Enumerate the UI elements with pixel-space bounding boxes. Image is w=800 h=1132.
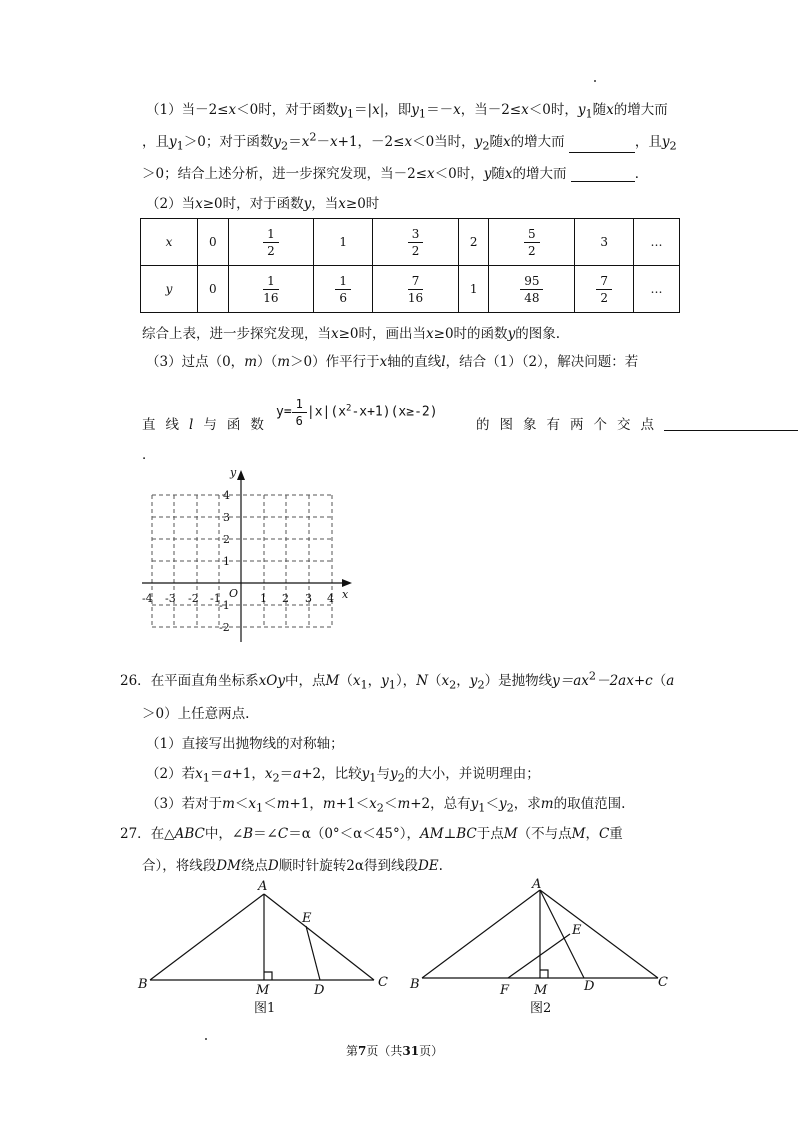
point-label-m: M [256,983,270,998]
table-cell [373,266,459,313]
table-cell [575,266,634,313]
y-axis-label: y [230,466,237,479]
table-cell [228,219,314,266]
table-cell [314,266,373,313]
point-label-b: B [410,977,420,992]
page-total: 31 [402,1044,420,1058]
table-cell: 0 [198,266,229,313]
x-tick-label: -2 [188,592,199,605]
part2-line: （2）当x≥0时，对于函数y，当x≥0时 [146,196,380,212]
table-cell: 2 [458,219,489,266]
function-formula: y= $\frac{1}{6}$ $|x|(x^2-x+1)(x\ge-2)$ [276,397,438,428]
table-cell: … [634,266,680,313]
fraction: $\frac{1}{16}$ [263,273,279,305]
y-tick-label: 1 [223,555,230,568]
fraction: $\frac{1}{2}$ [263,226,279,259]
table-cell [489,219,575,266]
fraction: $\frac{7}{2}$ [596,273,612,306]
y-axis-arrow-icon [237,470,245,480]
segment-ab [150,894,264,980]
x-axis-label: x [342,588,349,601]
point-label-a: A [532,877,542,892]
part1-line3: ＞0；结合上述分析，进一步探究发现，当－2≤x＜0时，y随x的增大而 ． [142,166,649,182]
figure-1-caption: 图1 [254,1001,276,1016]
table-header-y: y [141,266,198,313]
segment-fe [508,934,570,978]
answer-blank-1[interactable] [569,152,635,153]
segment-ac [540,890,658,978]
x-tick-label: 4 [327,592,334,605]
fraction: $\frac{5}{2}$ [524,226,540,259]
question-number: 27． [120,826,151,842]
right-angle-mark [264,972,272,980]
figure-2 [404,876,684,1016]
after-table-line: 综合上表，进一步探究发现，当x≥0时，画出当x≥0时的函数y的图象. [142,326,560,342]
table-header-x: x [141,219,198,266]
table-cell: 1 [458,266,489,313]
point-label-f: F [500,983,510,998]
answer-blank-3[interactable] [664,412,798,431]
segment-ac [264,894,374,980]
x-tick-label: 1 [260,592,267,605]
part3-line2: 直线l 与函数 [142,417,274,433]
x-tick-label: -3 [165,592,176,605]
y-tick-label: 4 [223,489,230,502]
table-cell [373,219,459,266]
segment-ab [422,890,540,978]
origin-label: O [229,587,239,600]
scan-speck [205,1038,207,1040]
table-cell: … [634,219,680,266]
q26-line2: ＞0）上任意两点. [142,706,250,722]
q26-line1: 26．在平面直角坐标系xOy中，点$M(x_1$，$y_1$），$N(x_2$，$y_2$）是抛物线$y=ax^2-2ax+c(a$ [120,669,675,692]
x-tick-label: -1 [210,592,221,605]
y-tick-label: -2 [219,621,230,634]
question-number: 26． [120,673,151,689]
fraction: $\frac{7}{16}$ [407,273,424,305]
point-label-c: C [378,975,388,990]
part3-line1: （3）过点（0，m）（m＞0）作平行于x轴的直线l，结合（1）（2），解决问题：若 [146,354,639,370]
x-tick-label: 2 [282,592,289,605]
page-number: 7 [358,1044,367,1058]
part3-line2-tail: 的图象有两个交点 [476,417,664,433]
value-table [140,218,680,313]
point-label-b: B [138,977,148,992]
right-angle-mark [540,970,548,978]
fraction: $\frac{1}{6}$ [335,273,351,306]
point-label-e: E [572,923,582,938]
q26-sub1: （1）直接写出抛物线的对称轴； [146,736,344,752]
q26-sub2: （2）若$x_1=a+1$，$x_2=a+2$，比较$y_1$与$y_2$的大小，并说明理由； [146,766,540,785]
table-row-y [141,266,680,313]
q27-line2: 合），将线段DM绕点D顺时针旋转2α得到线段DE. [142,858,443,874]
point-label-d: D [314,983,325,998]
fraction: $\frac{95}{48}$ [520,273,543,306]
point-label-a: A [258,879,268,894]
table-cell [489,266,575,313]
y-tick-label: 2 [223,533,230,546]
table-cell: 0 [198,219,229,266]
figure-1 [130,876,400,1016]
point-label-m: M [534,983,548,998]
coordinate-grid [136,462,366,648]
fraction-one-sixth: $\frac{1}{6}$ [292,396,307,429]
x-axis-arrow-icon [342,579,352,587]
fraction: $\frac{3}{2}$ [408,226,424,259]
part1-line1: （1）当－2≤x＜0时，对于函数$y_1=|x|$，即$y_1=-x$，当－2≤x＜0时，$y_1$随x的增大而 [146,102,668,121]
x-tick-label: -4 [142,592,153,605]
part3-line3: ． [142,447,156,463]
y-tick-label: -1 [219,599,230,612]
table-row-x [141,219,680,266]
figure-2-caption: 图2 [530,1001,552,1016]
point-label-e: E [302,911,312,926]
y-tick-label: 3 [223,511,230,524]
x-tick-label: 3 [305,592,312,605]
part1-line2: ，且$y_1>0$；对于函数$y_2=x^2-x+1$，－2≤x＜0当时，$y_2$随x的增大而 ，且$y_2$ [142,130,677,153]
answer-blank-2[interactable] [571,181,635,182]
table-cell [228,266,314,313]
q27-line1: 27．在△ABC中，∠B＝∠C＝α（0°＜α＜45°），AM⊥BC于点M（不与点M，C重 [120,826,623,842]
q26-sub3: （3）若对于$m<x_1<m+1$，$m+1<x_2<m+2$，总有$y_1<y_2$，求m的取值范围. [146,796,626,815]
point-label-c: C [658,975,668,990]
table-cell: 3 [575,219,634,266]
scan-speck [594,80,596,82]
segment-de [306,926,320,980]
page-footer: 第7页（共31页） [346,1044,444,1058]
point-label-d: D [584,979,595,994]
table-cell: 1 [314,219,373,266]
